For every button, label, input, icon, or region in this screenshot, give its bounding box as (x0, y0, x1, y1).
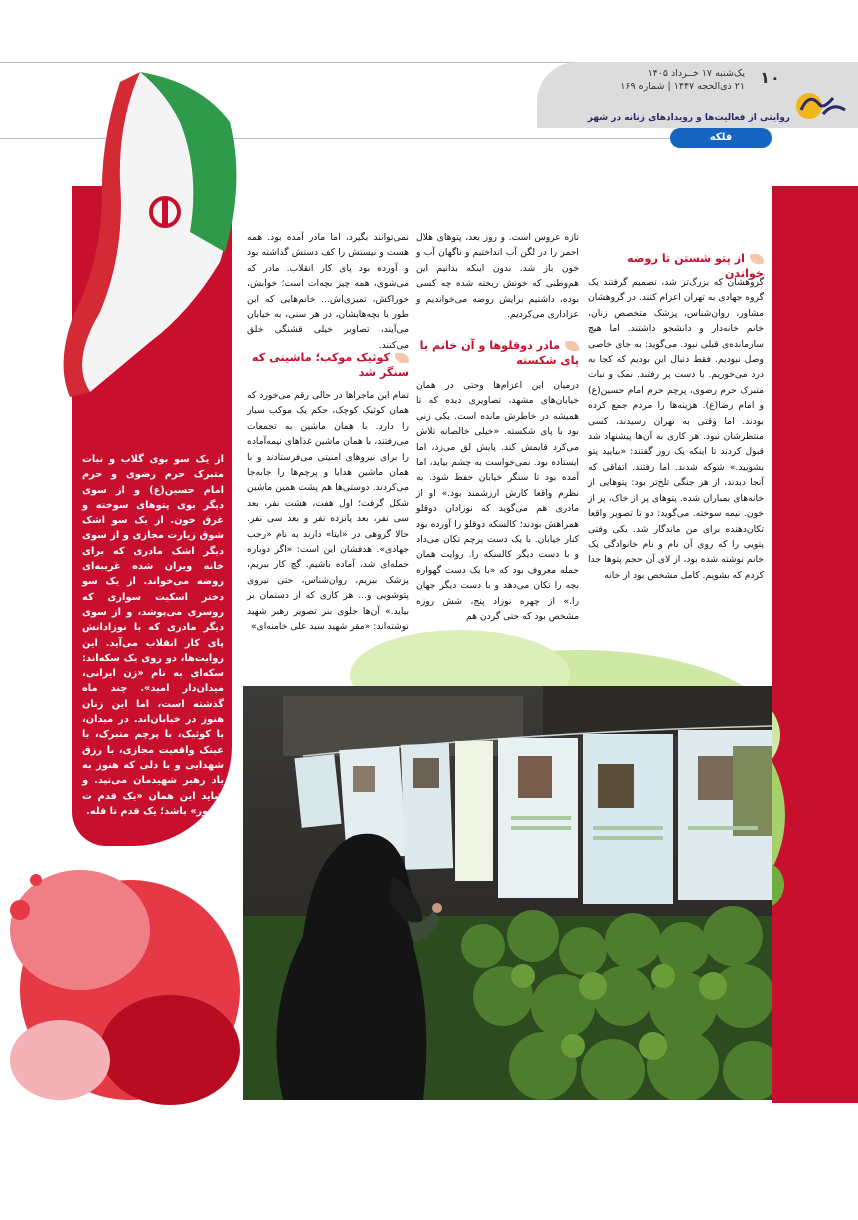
article-column-2b (416, 378, 579, 625)
paragraph: تازه عروس است. و روز بعد، پتوهای هلال احمر را در لگن آب انداختیم و ناگهان آب و خون باز شد. بدون اینکه بدانیم این هم‌وطنی که خونش ریخته شده چه کسی بوده، داشتیم برایش روضه می‌خواندیم و عزاداری می‌کردیم. (416, 232, 579, 321)
page-number: ۱۰ (760, 68, 780, 87)
heading-marker-icon (750, 254, 764, 264)
heading-text: از پتو شستن تا روضه خواندن (626, 252, 764, 280)
magazine-logo (793, 88, 853, 124)
section-label: فلکه (670, 128, 772, 148)
article-column-2 (416, 230, 579, 322)
sidebar-quote: از یک سو بوی گلاب و نبات متبرک حرم رضوی و حرم امام حسین(ع) و از سوی دیگر بوی پتوهای سوخته و غرق خون. از یک سو اشک شوق زیارت مجازی و از سوی دیگر اشک مادری که برای خانه ویران شده غریبه‌ای روضه می‌خواند. از یک سو دختر اسکیت سواری که روسری می‌پوشد، و از سوی دیگر مادری که با نوزادانش پای کار انقلاب می‌آید. این روایت‌ها، دو روی یک سکه‌اند: سکه‌ای به نام «زن ایرانی، میدان‌دار امید». چند ماه گذشته است، اما این زنان هنوز در خیابان‌اند. در میدان، با کوثیک، با پرچم متبرک، با عینک واقعیت مجازی، با رزق شهدایی و با دلی که هنوز به یاد رهبر شهیدمان می‌تپد. و شاید این همان «یک قدم ت ظهور» باشد؛ یک قدم تا قله. (82, 454, 224, 817)
magazine-tagline: روایتی از فعالیت‌ها و رویدادهای زنانه در شهر (587, 113, 790, 123)
heading-text: کوثیک موکب؛ ماشینی که سنگر شد (251, 351, 409, 379)
heading-kuik-mokeb (247, 350, 409, 380)
heading-twins-mother (416, 338, 579, 368)
article-column-3 (247, 230, 409, 353)
heading-text: مادر دوقلوها و آن خانم با پای شکسته (419, 339, 579, 367)
iran-flag-image (30, 62, 250, 402)
heading-marker-icon (565, 341, 579, 351)
article-column-3b (247, 388, 409, 635)
article-photo (243, 686, 772, 1100)
heading-marker-icon (395, 353, 409, 363)
paragraph: درمیان این اعزام‌ها وحتی در همان خیابان‌های مشهد، تصاویری دیده که تا همیشه در خاطرش مانده است. یکی زنی بود با پای شکسته. «خیلی خالصانه تلاش می‌کرد قایمش کند. پایش لق می‌زد، اما ایستاده بود. نمی‌خواست به چشم بیاید، اما آمده بود تا سنگر خیابان حفظ شود. به نظرم واقعا کارش ارزشمند بود.» او از مادری هم می‌گوید که نوزادان دوقلو همراهش بودند؛ کالسکه دوقلو را آورده بود کنار خیابان. با یک دست پرچم تکان می‌داد و با دست دیگر کالسکه را. روایت همان جمله معروف بود که «با یک دست گهواره بچه را تکان می‌دهد و با دست دیگر جهان را.» از چهره نوزاد پنج، شش روزه مشخص بود که حتی گردن هم (416, 380, 579, 623)
logo-mark (793, 88, 853, 124)
red-splash (0, 820, 250, 1120)
photo-illustration (243, 686, 772, 1100)
issue-number: ۲۱ ذی‌الحجه ۱۴۴۷ | شماره ۱۶۹ (620, 81, 745, 92)
article-column-1 (588, 275, 764, 583)
issue-date: یک‌شنبه ۱۷ خــرداد ۱۴۰۵ (647, 68, 745, 79)
paragraph: تمام این ماجراها در حالی رقم می‌خورد که همان کوثیک کوچک، حکم یک موکب سیار را دارد. با همان ماشین به تجمعات می‌رفتند، با همان ماشین غذاهای نیمه‌آماده را برای نیروهای امنیتی می‌فرستادند و با همان ماشین هدایا و پرچم‌ها را جابه‌جا می‌کردند. دوستی‌ها هم پشت همین ماشین شکل گرفت؛ اول هفت، هشت نفر، بعد سی نفر، بعد پانزده نفر و بعد سی نفر. حالا گروهی در «ایتا» دارند به نام «رجب جهادی». هدفشان این است: «اگر دوباره حمله‌ای شد، آماده باشیم. گچ کار ببریم، پزشک ببریم، روان‌شناس، حتی نیروی پتوشویی و... هر کاری که از دستمان بر بیاید.» آن‌ها جلوی بنر تصویر رهبر شهید نوشته‌اند: «مقر شهید سید علی خامنه‌ای» (247, 390, 409, 633)
paragraph: نمی‌توانند بگیرد، اما مادر آمده بود. همه هست و نیستش را کف دستش گذاشته بود و آورده بود پای کار انقلاب. مادر که می‌شوی، همه چیز بچه‌ات است؛ خوابش، خوراکش، تمیزی‌اش... خانم‌هایی که این طور با بچه‌هایشان، در هر سنی، به خیابان می‌آیند، تصاویر خیلی قشنگی خلق می‌کنند. (247, 232, 409, 351)
paragraph: گروهشان که بزرگ‌تر شد، تصمیم گرفتند یک گروه جهادی به تهران اعزام کنند. در گروهشان مشاور، روان‌شناس، پزشک متخصص زنان، خانم خانه‌دار و دانشجو داشتند. اما هیچ سازمانده‌ی قبلی نبود. می‌گوید: به جای خاصی وصل نبودیم. فقط دنبال این بودیم که کجا به درد می‌خوریم. با دست پر رفتند. نمک و نبات متبرک حرم رضوی، پرچم حرم امام حسین(ع) و امام رضا(ع). هزینه‌ها را مردم جمع کرده بودند. اما وقتی به تهران رسیدند، کسی منتظرشان نبود. هر کاری به آن‌ها پیشنهاد شد قبول کردند تا اینکه یک روز گفتند: «بیایید پتو بشویید.» شوکه شدند. اما رفتند. اتفاقی که آنجا دیدند، از هر جنگی تلخ‌تر بود: پتوهایی از خانه‌های بمباران شده. پتوهای پر از خاک، پر از خون. نیمه سوخته. می‌گوید: دو تا تصویر واقعا تکان‌دهنده برای من ماندگار شد. یکی وقتی پتویی را که روی آن نام و نام خانوادگی یک خانم نوشته شده بود، از لای آن حجم پتوها جدا کردم که بشویم. کامل مشخص بود از خانه (588, 277, 764, 581)
